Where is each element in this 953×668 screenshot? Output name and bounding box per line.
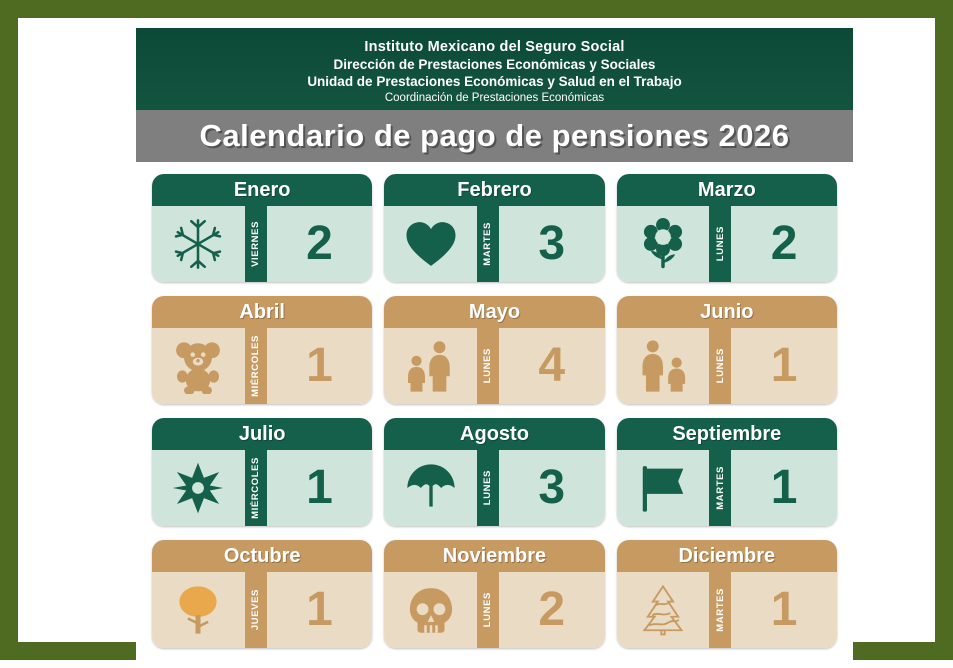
calendar-poster	[136, 28, 853, 668]
pay-day-number: 2	[770, 217, 798, 270]
pay-day-number: 2	[306, 217, 333, 270]
institution-coordination: Coordinación de Prestaciones Económicas	[384, 92, 605, 104]
month-grid	[136, 162, 853, 664]
pay-day-number: 2	[538, 583, 566, 636]
weekday-strip	[477, 206, 499, 282]
month-card	[617, 174, 837, 282]
month-name: Febrero	[384, 174, 604, 206]
institution-name: Instituto Mexicano del Seguro Social	[364, 39, 625, 55]
weekday-strip	[709, 450, 731, 526]
weekday-label: LUNES	[482, 592, 494, 628]
month-name: Mayo	[384, 296, 604, 328]
month-card	[152, 296, 372, 404]
month-icon-cell	[384, 572, 477, 648]
month-card	[384, 174, 604, 282]
weekday-strip	[709, 572, 731, 648]
month-icon-cell	[152, 450, 245, 526]
umbrella-icon	[404, 460, 458, 516]
flag-icon	[636, 461, 690, 515]
month-name: Junio	[617, 296, 837, 328]
institution-division: Dirección de Prestaciones Económicas y Sociales	[333, 57, 656, 72]
weekday-label: LUNES	[714, 348, 726, 384]
weekday-label: LUNES	[714, 226, 726, 262]
weekday-strip	[477, 328, 499, 404]
heart-icon	[403, 218, 459, 270]
weekday-label: MIÉRCOLES	[250, 335, 262, 397]
month-icon-cell	[152, 206, 245, 282]
month-card	[384, 418, 604, 526]
month-name: Diciembre	[617, 540, 837, 572]
weekday-strip	[245, 572, 267, 648]
weekday-strip	[245, 206, 267, 282]
christmas-tree-icon	[636, 582, 690, 638]
month-icon-cell	[617, 450, 710, 526]
weekday-label: LUNES	[482, 348, 494, 384]
skull-icon	[404, 583, 458, 637]
pay-day-number: 4	[538, 339, 566, 392]
snowflake-icon	[171, 217, 225, 271]
weekday-strip	[709, 328, 731, 404]
month-icon-cell	[384, 450, 477, 526]
weekday-label: JUEVES	[250, 589, 262, 631]
month-card	[152, 540, 372, 648]
month-name: Septiembre	[617, 418, 837, 450]
month-name: Abril	[152, 296, 372, 328]
month-name: Julio	[152, 418, 372, 450]
month-name: Octubre	[152, 540, 372, 572]
month-name: Enero	[152, 174, 372, 206]
title-bar	[136, 110, 853, 162]
month-icon-cell	[617, 572, 710, 648]
pay-day-number: 1	[306, 583, 333, 636]
weekday-strip	[245, 450, 267, 526]
flower-icon	[637, 216, 689, 272]
weekday-label: MARTES	[714, 588, 726, 632]
month-icon-cell	[384, 328, 477, 404]
month-icon-cell	[384, 206, 477, 282]
weekday-label: MARTES	[482, 222, 494, 266]
weekday-strip	[709, 206, 731, 282]
month-icon-cell	[152, 328, 245, 404]
month-name: Marzo	[617, 174, 837, 206]
institution-unit: Unidad de Prestaciones Económicas y Salud en el Trabajo	[307, 74, 682, 89]
weekday-strip	[245, 328, 267, 404]
month-icon-cell	[152, 572, 245, 648]
tree-icon	[171, 583, 225, 637]
month-card	[384, 296, 604, 404]
pay-day-number: 1	[770, 339, 798, 392]
month-card	[617, 540, 837, 648]
teddy-bear-icon	[170, 338, 226, 394]
month-name: Noviembre	[384, 540, 604, 572]
pay-day-number: 1	[770, 583, 798, 636]
month-name: Agosto	[384, 418, 604, 450]
father-child-icon	[634, 338, 692, 394]
sun-icon	[171, 461, 225, 515]
page-title: Calendario de pago de pensiones 2026	[199, 118, 790, 153]
month-card	[152, 174, 372, 282]
weekday-label: MARTES	[714, 466, 726, 510]
weekday-strip	[477, 450, 499, 526]
pay-day-number: 3	[538, 461, 566, 514]
month-card	[384, 540, 604, 648]
weekday-label: VIERNES	[250, 221, 262, 267]
month-card	[617, 418, 837, 526]
month-icon-cell	[617, 328, 710, 404]
month-card	[617, 296, 837, 404]
weekday-label: MIÉRCOLES	[250, 457, 262, 519]
pay-day-number: 3	[538, 217, 566, 270]
weekday-label: LUNES	[482, 470, 494, 506]
mother-child-icon	[402, 338, 460, 394]
weekday-strip	[477, 572, 499, 648]
month-card	[152, 418, 372, 526]
pay-day-number: 1	[306, 339, 333, 392]
institution-header	[136, 28, 853, 110]
month-icon-cell	[617, 206, 710, 282]
pay-day-number: 1	[306, 461, 333, 514]
pay-day-number: 1	[770, 461, 798, 514]
